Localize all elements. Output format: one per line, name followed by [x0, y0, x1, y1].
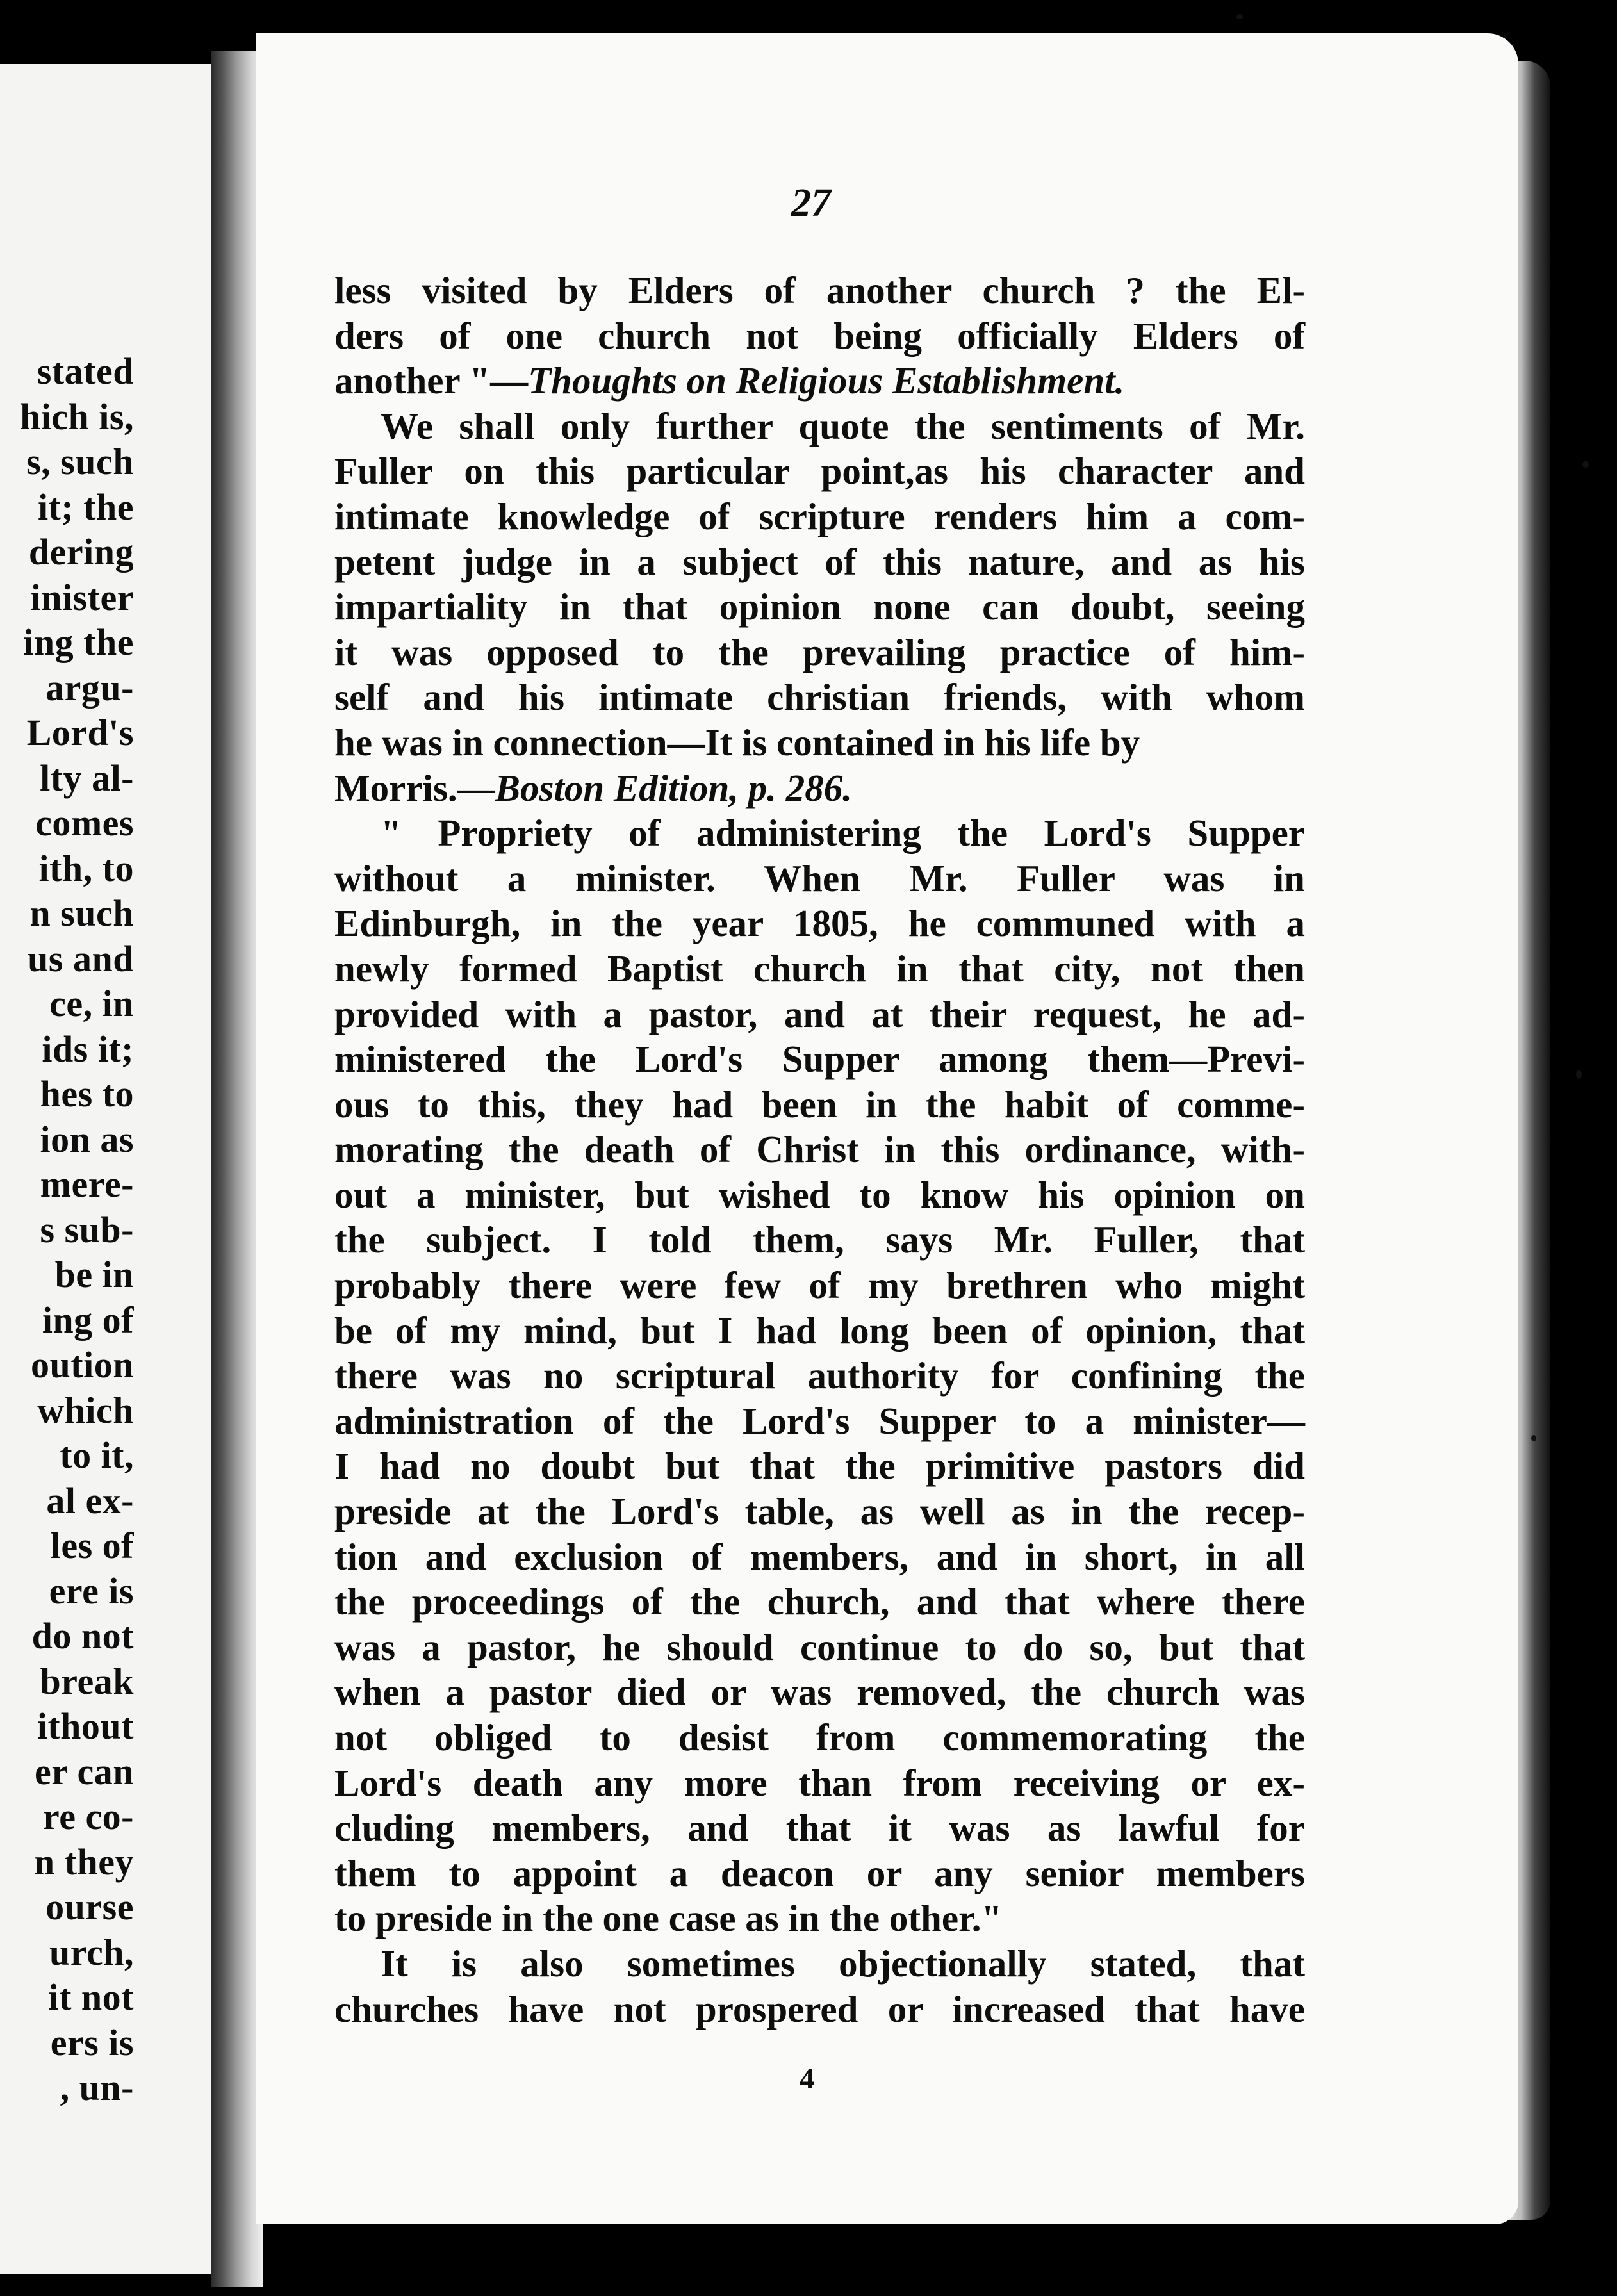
- left-facing-page: [0, 64, 215, 2274]
- left-page-line: ith, to: [38, 847, 134, 889]
- text-line-main: " Propriety of administering the Lord's Supper: [381, 812, 1305, 855]
- left-page-line: mere-: [40, 1163, 134, 1205]
- text-line: [334, 1308, 1305, 1354]
- text-line: [334, 1534, 1305, 1580]
- left-page-line: al ex-: [46, 1479, 134, 1521]
- text-line-main: ministered the Lord's Supper among them—Previ-: [334, 1038, 1305, 1081]
- left-page-line: to it,: [60, 1434, 134, 1476]
- text-line-main: provided with a pastor, and at their request, he ad-: [334, 992, 1305, 1035]
- text-line: [334, 1217, 1305, 1263]
- left-page-line: ids it;: [42, 1028, 134, 1070]
- text-line: [334, 1987, 1305, 2032]
- left-page-text: [20, 349, 134, 2111]
- scan-speck: [1582, 461, 1589, 468]
- text-line-main: morating the death of Christ in this ordinance, with-: [334, 1128, 1305, 1171]
- text-line-main: there was no scriptural authority for confining the: [334, 1354, 1305, 1397]
- text-line: [334, 1443, 1305, 1489]
- left-page-line: re co-: [43, 1796, 134, 1837]
- text-line-main: Fuller on this particular point,as his character and: [334, 450, 1305, 493]
- left-page-line: n they: [33, 1841, 134, 1883]
- text-line-main: petent judge in a subject of this nature, and as his: [334, 540, 1305, 583]
- left-page-line: stated: [37, 350, 134, 392]
- body-text: [334, 268, 1305, 2031]
- left-page-line: it not: [48, 1976, 134, 2018]
- text-line: [334, 1082, 1305, 1128]
- text-line-main: he was in connection—It is contained in his life by: [334, 721, 1140, 764]
- left-page-line: comes: [35, 802, 134, 844]
- left-page-line: ing of: [42, 1299, 134, 1341]
- left-page-line: it; the: [37, 486, 134, 528]
- text-line-main: the proceedings of the church, and that where there: [334, 1580, 1305, 1623]
- text-line: [334, 766, 1305, 811]
- book-gutter: [211, 51, 263, 2287]
- text-line-main: preside at the Lord's table, as well as in the recep-: [334, 1490, 1305, 1533]
- text-line-main: Morris.—: [334, 766, 495, 809]
- text-line-main: tion and exclusion of members, and in short, in all: [334, 1535, 1305, 1578]
- text-line: [334, 992, 1305, 1037]
- text-line: [334, 539, 1305, 585]
- text-line-main: was a pastor, he should continue to do so, but that: [334, 1625, 1305, 1668]
- text-line-main: We shall only further quote the sentiments of Mr.: [381, 404, 1305, 447]
- text-line-main: be of my mind, but I had long been of opinion, that: [334, 1309, 1305, 1352]
- text-line-main: it was opposed to the prevailing practice of him-: [334, 630, 1305, 673]
- left-page-line: ithout: [37, 1705, 134, 1747]
- text-line-main: churches have not prospered or increased that have: [334, 1987, 1305, 2030]
- text-line-main: ders of one church not being officially Elders of: [334, 314, 1305, 357]
- text-line-citation: Thoughts on Religious Establishment.: [528, 359, 1125, 402]
- text-line: [334, 1805, 1305, 1851]
- left-page-line: hich is,: [19, 395, 134, 438]
- text-line: [334, 1127, 1305, 1172]
- text-line: [334, 1353, 1305, 1398]
- text-line: [334, 720, 1305, 766]
- text-line: [334, 675, 1305, 720]
- left-page-line: ce, in: [49, 983, 134, 1024]
- text-line-main: not obliged to desist from commemorating the: [334, 1716, 1305, 1759]
- text-line: [334, 1037, 1305, 1082]
- text-line: [334, 448, 1305, 494]
- text-line: [334, 1896, 1305, 1941]
- left-page-line: be in: [54, 1254, 134, 1295]
- scan-speck: [1236, 14, 1243, 19]
- text-line: [334, 584, 1305, 630]
- text-line-main: impartiality in that opinion none can doubt, seeing: [334, 586, 1305, 628]
- left-page-line: urch,: [49, 1931, 134, 1973]
- text-line-main: cluding members, and that it was as lawful for: [334, 1807, 1305, 1849]
- scan-speck: [1531, 1435, 1536, 1441]
- text-line-main: It is also sometimes objectionally stated, that: [381, 1942, 1305, 1985]
- left-page-line: break: [40, 1660, 134, 1702]
- left-page-line: inister: [30, 576, 134, 618]
- text-line-main: less visited by Elders of another church ? the El-: [334, 269, 1305, 311]
- text-line: [334, 1579, 1305, 1625]
- text-line: [334, 810, 1305, 856]
- text-line-main: I had no doubt but that the primitive pastors did: [334, 1445, 1305, 1488]
- left-page-line: us and: [28, 937, 134, 980]
- text-line-main: newly formed Baptist church in that city, not then: [334, 947, 1305, 990]
- left-page-line: ourse: [45, 1886, 134, 1928]
- left-page-line: dering: [28, 531, 134, 573]
- text-line: [334, 630, 1305, 675]
- left-page-line: ers is: [50, 2021, 134, 2063]
- left-page-line: s sub-: [40, 1208, 134, 1250]
- text-line-main: them to appoint a deacon or any senior members: [334, 1851, 1305, 1894]
- text-line-main: probably there were few of my brethren who might: [334, 1264, 1305, 1307]
- text-line-main: administration of the Lord's Supper to a minister—: [334, 1399, 1305, 1442]
- text-line-main: another "—: [334, 359, 529, 402]
- left-page-line: ing the: [23, 621, 134, 663]
- left-page-line: which: [37, 1389, 134, 1431]
- left-page-line: ere is: [49, 1570, 134, 1612]
- scan-speck: [1576, 1070, 1582, 1079]
- left-page-line: les of: [50, 1525, 134, 1566]
- left-page-line: er can: [35, 1750, 134, 1792]
- text-line-main: out a minister, but wished to know his opinion on: [334, 1173, 1305, 1216]
- text-line: [334, 1398, 1305, 1444]
- left-page-line: hes to: [40, 1073, 134, 1115]
- left-page-line: n such: [29, 892, 134, 934]
- text-line-main: when a pastor died or was removed, the church was: [334, 1671, 1305, 1714]
- text-line: [334, 1625, 1305, 1670]
- text-line-citation: Boston Edition, p. 286.: [495, 766, 853, 809]
- text-line: [334, 268, 1305, 313]
- text-line: [334, 946, 1305, 992]
- text-line-main: ous to this, they had been in the habit of comme-: [334, 1083, 1305, 1126]
- text-line: [334, 313, 1305, 359]
- left-page-line: s, such: [26, 441, 134, 482]
- text-line: [334, 1851, 1305, 1896]
- left-page-line: argu-: [45, 666, 134, 709]
- left-page-line: oution: [31, 1344, 134, 1386]
- text-line-main: Edinburgh, in the year 1805, he communed with a: [334, 902, 1305, 945]
- signature-mark: 4: [800, 2062, 814, 2095]
- text-line: [334, 1715, 1305, 1760]
- text-line: [334, 1172, 1305, 1218]
- left-page-line: do not: [31, 1615, 134, 1657]
- text-line: [334, 1669, 1305, 1715]
- text-line: [334, 1760, 1305, 1806]
- text-line-main: Lord's death any more than from receiving or ex-: [334, 1761, 1305, 1804]
- text-line: [334, 1941, 1305, 1987]
- text-line: [334, 901, 1305, 946]
- left-page-line: ion as: [40, 1118, 134, 1160]
- text-line: [334, 1263, 1305, 1308]
- left-page-line: lty al-: [40, 757, 134, 799]
- text-line-main: intimate knowledge of scripture renders him a com-: [334, 495, 1305, 537]
- text-line-main: the subject. I told them, says Mr. Fuller, that: [334, 1218, 1305, 1261]
- text-line-main: to preside in the one case as in the other.": [334, 1897, 1003, 1940]
- left-page-line: Lord's: [26, 712, 134, 753]
- text-line-main: self and his intimate christian friends, with whom: [334, 676, 1305, 719]
- page-number: 27: [791, 181, 831, 225]
- text-line: [334, 1489, 1305, 1534]
- text-line-main: without a minister. When Mr. Fuller was in: [334, 857, 1305, 899]
- text-line: [334, 494, 1305, 539]
- left-page-line: , un-: [60, 2067, 134, 2108]
- text-line: [334, 358, 1305, 404]
- text-line: [334, 856, 1305, 901]
- text-line: [334, 404, 1305, 449]
